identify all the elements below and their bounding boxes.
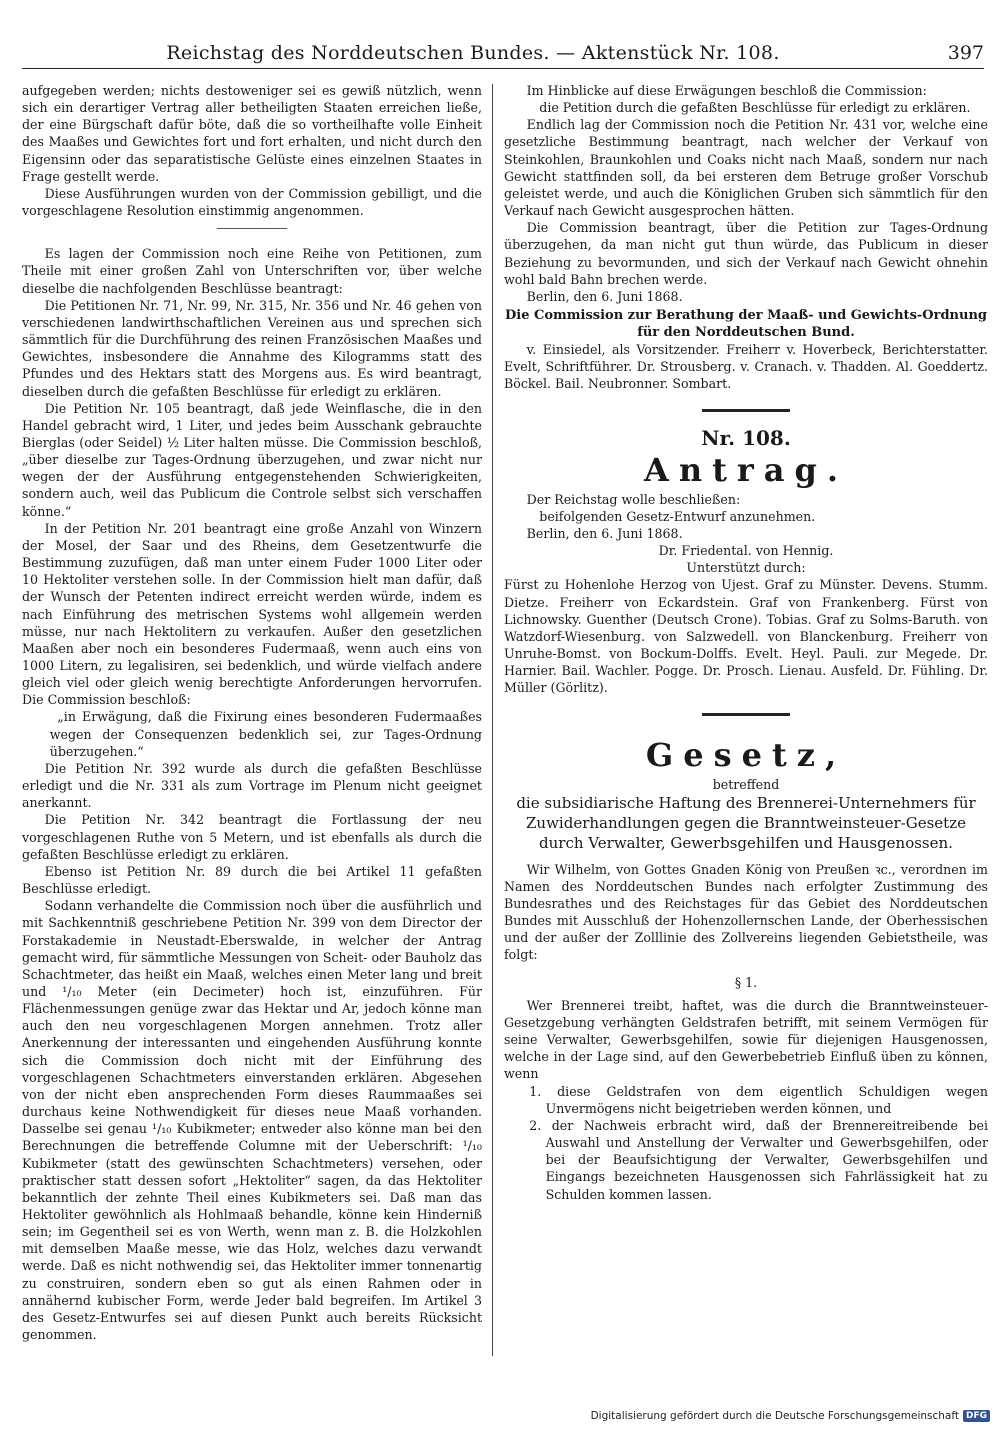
paragraph: aufgegeben werden; nichts destoweniger sei es gewiß nützlich, wenn sich ein derartiger Vertrag aller betheiligten Staaten erreichen ließe, der eine Bürgschaft dafür böte, daß die so vortheilhafte volle Einheit des Maaßes und Gewichtes fort und fort erhalten, und nicht durch den Eigensinn oder das separatistische Gelüste eines einzelnen Staates in Frage gestellt werde. bbox=[22, 83, 482, 184]
supporters-list: Fürst zu Hohenlohe Herzog von Ujest. Graf zu Münster. Devens. Stumm. Dietze. Freiherr von Eckardstein. Graf von Frankenberg. Fürst von Lichnowsky. Guenther (Deutsch Crone). Tobias. Graf zu Solms-Baruth. von Watzdorf-Wiesenburg. von Salzwedell. von Blanckenburg. Freiherr von Unruhe-Bomst. von Bockum-Dolffs. Evelt. Heyl. Pauli. zur Megede. Dr. Harnier. Bail. Wachler. Pogge. Dr. Prosch. Lienau. Ausfeld. Dr. Fühling. Dr. Müller (Görlitz). bbox=[504, 577, 988, 696]
column-divider bbox=[492, 84, 493, 1356]
spacer bbox=[504, 853, 988, 861]
paragraph: Endlich lag der Commission noch die Petition Nr. 431 vor, welche eine gesetzliche Bestimmung beantragt, nach welcher der Verkauf von Steinkohlen, Braunkohlen und Coaks nicht nach Maaß, sondern nur nach Gewicht stattfinden soll, da bei ersteren dem Betruge großer Vorschub geleistet werde, und auch die Königlichen Gruben sich sämmtlich für den Verkauf nach Gewicht ausgesprochen hätten. bbox=[504, 117, 988, 219]
page-number: 397 bbox=[947, 42, 984, 64]
paragraph: Sodann verhandelte die Commission noch über die ausführlich und mit Sachkenntniß geschriebene Petition Nr. 399 von dem Director der Forstakademie in Neustadt-Eberswalde, in welcher der Antrag gemacht wird, für sämmtliche Messungen von Scheit- oder Bauholz das Schachtmeter, das heißt ein Maaß, welches einen Meter lang und breit und ¹/₁₀ Meter (ein Decimeter) hoch ist, einzuführen. Für Flächenmessungen genüge zwar das Hektar und Ar, jedoch könne man auch den neu vorgeschlagenen Morgen annehmen. Trotz aller Anerkennung der interessanten und eingehenden Ausführung konnte sich die Commission doch nicht mit der Einführung des vorgeschlagenen Schachtmeters einverstanden erklären. Abgesehen von der nicht eben ansprechenden Form dieses Raummaaßes sei durchaus keine Nothwendigkeit für dieses neue Maaß vorhanden. Dasselbe sei genau ¹/₁₀ Kubikmeter; entweder also könne man bei den Berechnungen die betreffende Columne mit der Ueberschrift: ¹/₁₀ Kubikmeter (statt des gewünschten Schachtmeters) versehen, oder praktischer statt dessen sofort „Hektoliter“ sagen, da das Hektoliter bekanntlich der zehnte Theil eines Kubikmeters sei. Daß man das Hektoliter gewöhnlich als Hohlmaaß behandle, könne kein Hinderniß sein; im Gegentheil sei es von Werth, wenn man z. B. die Holzkohlen mit demselben Maaße messe, wie das Holz, welches dazu verwandt werde. Daß es nicht nothwendig sei, das Hektoliter immer tonnenartig zu construiren, sondern eben so gut als einen Rahmen oder in annähernd kubischer Form, werde Jeder bald begreifen. Im Artikel 3 des Gesetz-Entwurfes sei auf diesen Punkt auch bereits Rücksicht genommen. bbox=[22, 898, 482, 1343]
member-list: v. Einsiedel, als Vorsitzender. Freiherr v. Hoverbeck, Berichterstatter. Evelt, Schriftführer. Dr. Strousberg. v. Cranach. v. Thadden. Al. Goeddertz. Böckel. Bail. Neubronner. Sombart. bbox=[504, 342, 988, 392]
paragraph: In der Petition Nr. 201 beantragt eine große Anzahl von Winzern der Mosel, der Saar und des Rheins, dem Gesetzentwurfe die Bestimmung zuzufügen, daß man unter einem Fuder 1000 Liter oder 10 Hektoliter verstehen solle. In der Commission hielt man dafür, daß der Wunsch der Petenten indirect erreicht werden würde, indem es nach Einführung des metrischen Systems wohl allgemein werden müsse, nur nach Hektolitern zu verkaufen. Außer den gesetzlichen Maaßen aber noch ein besonderes Fudermaaß, wenn auch eins von 1000 Litern, zu legalisiren, sei bedenklich, und würde vielfach andere gleich viel oder gleich wenig berechtigte Anforderungen hervorrufen. Die Commission beschloß: bbox=[22, 520, 482, 708]
antrag-title: Antrag. bbox=[644, 450, 848, 489]
right-column bbox=[504, 82, 988, 1203]
funding-credit: Digitalisierung gefördert durch die Deutsche Forschungsgemeinschaft bbox=[590, 1410, 959, 1422]
footer bbox=[591, 1408, 990, 1424]
document-number: Nr. 108. bbox=[701, 425, 791, 450]
section-divider bbox=[217, 228, 287, 229]
resolution-quote: die Petition durch die gefaßten Beschlüsse für erledigt zu erklären. bbox=[539, 100, 971, 116]
paragraph: Die Petitionen Nr. 71, Nr. 99, Nr. 315, Nr. 356 und Nr. 46 gehen von verschiedenen landwirthschaftlichen Vereinen aus und sprechen sich sämmtlich für die Durchführung des reinen Französischen Maaßes und Gewichtes, insbesondere die Annahme des Kilogramms statt des Pfundes und des Hektars statt des Morgens aus. Es wird beantragt, dieselben durch die gefaßten Beschlüsse für erledigt zu erklären. bbox=[22, 297, 482, 399]
supported-by-label: Unterstützt durch: bbox=[686, 560, 806, 576]
antrag-text: beifolgenden Gesetz-Entwurf anzunehmen. bbox=[539, 508, 816, 524]
paragraph: Die Petition Nr. 342 beantragt die Fortlassung der neu vorgeschlagenen Ruthe von 5 Metern, und ist ebenfalls als durch die gefaßten Beschlüsse erledigt zu erklären. bbox=[22, 812, 482, 862]
paragraph: Die Petition Nr. 105 beantragt, daß jede Weinflasche, die in den Handel gebracht wird, 1 Liter, und jedes beim Ausschank gebrauchte Bierglas (oder Seidel) ½ Liter halten müsse. Die Commission beschloß, „über dieselbe zur Tages-Ordnung überzugehen, und zwar nicht nur wegen der der Ausführung entgegenstehenden Schwierigkeiten, sondern auch, weil das Publicum die Controle selbst sich verschaffen könne.“ bbox=[22, 400, 482, 519]
gesetz-betreffend: betreffend bbox=[712, 776, 780, 792]
section-divider bbox=[702, 409, 790, 412]
paragraph: Die Petition Nr. 392 wurde als durch die gefaßten Beschlüsse erledigt und die Nr. 331 als zum Vortrage im Plenum nicht geeignet anerkannt. bbox=[22, 760, 482, 811]
section-heading: § 1. bbox=[734, 974, 758, 990]
signatories: Dr. Friedental. von Hennig. bbox=[658, 543, 834, 559]
list-item: 1. diese Geldstrafen von dem eigentlich Schuldigen wegen Unvermögens nicht beigetrieben werden können, und bbox=[529, 1083, 988, 1116]
paragraph: Diese Ausführungen wurden von der Commission gebilligt, und die vorgeschlagene Resolution einstimmig angenommen. bbox=[22, 185, 482, 219]
paragraph: Es lagen der Commission noch eine Reihe von Petitionen, zum Theile mit einer großen Zahl von Unterschriften vor, über welche dieselbe die nachfolgenden Beschlüsse beantragt: bbox=[22, 246, 482, 296]
paragraph: Ebenso ist Petition Nr. 89 durch die bei Artikel 11 gefaßten Beschlüsse erledigt. bbox=[22, 863, 482, 897]
paragraph: Die Commission beantragt, über die Petition zur Tages-Ordnung überzugehen, da man nicht gut thun würde, das Publicum in dieser Beziehung zu bevormunden, und sich der Verkauf nach Gewicht ohnehin wohl bald Bahn brechen werde. bbox=[504, 220, 988, 287]
paragraph: Im Hinblicke auf diese Erwägungen beschloß die Commission: bbox=[526, 83, 927, 98]
paragraph: Wer Brennerei treibt, haftet, was die durch die Branntweinsteuer-Gesetzgebung verhängten Geldstrafen betrifft, mit seinem Vermögen für seine Verwalter, Gewerbsgehilfen, sowie für diejenigen Hausgenossen, welche in der Lage sind, auf den Gewerbebetrieb Einfluß üben zu können, wenn bbox=[504, 997, 988, 1082]
left-column bbox=[22, 82, 482, 1343]
preamble: Wir Wilhelm, von Gottes Gnaden König von Preußen ꝛc., verordnen im Namen des Norddeutschen Bundes nach erfolgter Zustimmung des Bundesrathes und des Reichstages für das Gebiet des Norddeutschen Bundes mit Ausschluß der Hohenzollernschen Lande, der Oberhessischen und der außer der Zolllinie des Zollvereins liegenden Gebietstheile, was folgt: bbox=[504, 861, 988, 963]
running-title: Reichstag des Norddeutschen Bundes. — Aktenstück Nr. 108. bbox=[166, 42, 780, 64]
gesetz-title: Gesetz, bbox=[645, 735, 847, 774]
dfg-logo: DFG bbox=[963, 1410, 990, 1422]
commission-heading: Die Commission zur Berathung der Maaß- und Gewichts-Ordnung für den Norddeutschen Bund. bbox=[504, 308, 987, 341]
section-divider bbox=[702, 713, 790, 716]
date-line: Berlin, den 6. Juni 1868. bbox=[526, 288, 683, 304]
gesetz-subtitle: die subsidiarische Haftung des Brennerei-Unternehmers für Zuwiderhandlungen gegen die Branntweinsteuer-Gesetze durch Verwalter, Gewerbsgehilfen und Hausgenossen. bbox=[516, 793, 976, 852]
page-header bbox=[22, 40, 984, 69]
resolution-quote: „in Erwägung, daß die Fixirung eines besonderen Fudermaaßes wegen der Consequenzen bedenklich sei, zur Tages-Ordnung überzugehen.“ bbox=[49, 709, 482, 759]
date-line: Berlin, den 6. Juni 1868. bbox=[526, 525, 683, 541]
antrag-text: Der Reichstag wolle beschließen: bbox=[526, 491, 741, 507]
list-item: 2. der Nachweis erbracht wird, daß der Brennereitreibende bei Auswahl und Anstellung der Verwalter und Gewerbsgehilfen, oder bei der Beaufsichtigung der Verwalter, Gewerbsgehilfen und Eingangs bezeichneten Hausgenossen sich Fahrlässigkeit hat zu Schulden kommen lassen. bbox=[529, 1117, 988, 1202]
